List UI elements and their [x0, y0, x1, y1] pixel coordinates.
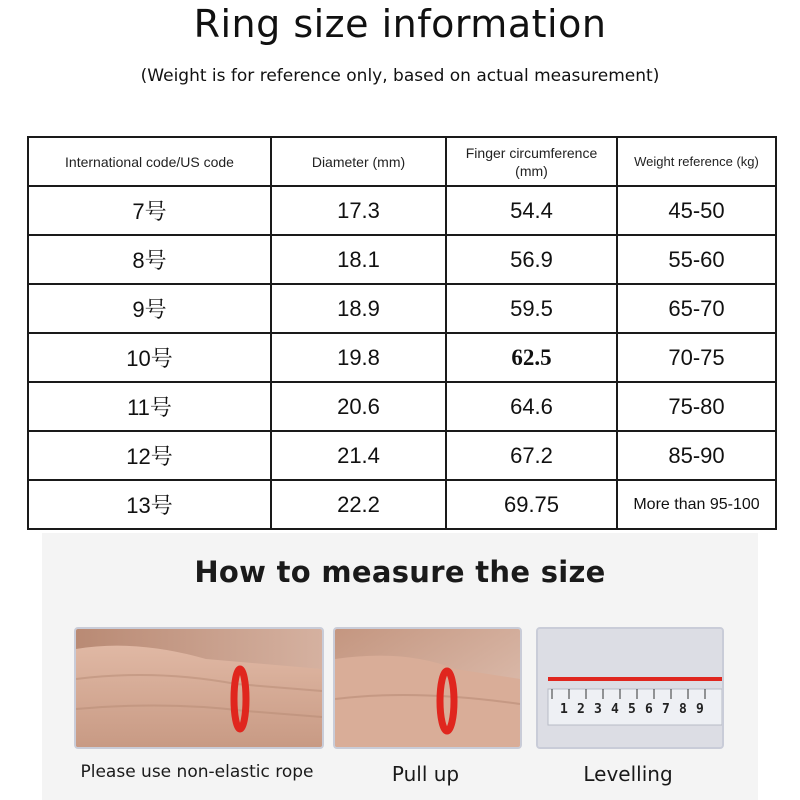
cell-weight: More than 95-100: [617, 480, 776, 529]
table-row: [28, 431, 776, 480]
svg-text:3: 3: [594, 702, 602, 717]
cell-diameter: 19.8: [271, 333, 446, 382]
cell-weight: 70-75: [617, 333, 776, 382]
cell-code: 8号: [28, 235, 271, 284]
table-row: [28, 186, 776, 235]
cell-diameter: 20.6: [271, 382, 446, 431]
step-caption-rope: Please use non-elastic rope: [80, 762, 314, 782]
page-title: Ring size information: [193, 2, 607, 46]
cell-weight: 75-80: [617, 382, 776, 431]
table-row: [28, 284, 776, 333]
table-row: [28, 333, 776, 382]
svg-text:6: 6: [645, 702, 653, 717]
rope-line: [548, 677, 722, 681]
svg-text:8: 8: [679, 702, 687, 717]
cell-circumference: 62.5: [446, 333, 617, 382]
step-caption-levelling: Levelling: [583, 762, 673, 786]
header-circumference: Finger circumference (mm): [446, 137, 617, 186]
cell-circumference: 54.4: [446, 186, 617, 235]
cell-weight: 55-60: [617, 235, 776, 284]
ruler-image: [536, 627, 724, 749]
cell-code: 10号: [28, 333, 271, 382]
cell-code: 12号: [28, 431, 271, 480]
cell-diameter: 21.4: [271, 431, 446, 480]
page-subtitle: (Weight is for reference only, based on actual measurement): [140, 66, 660, 86]
header-diameter: Diameter (mm): [271, 137, 446, 186]
table-row: [28, 235, 776, 284]
svg-text:7: 7: [662, 702, 670, 717]
cell-circumference: 56.9: [446, 235, 617, 284]
cell-weight: 45-50: [617, 186, 776, 235]
cell-diameter: 18.9: [271, 284, 446, 333]
svg-text:5: 5: [628, 702, 636, 717]
finger-with-red-rope-image: [333, 627, 522, 749]
measure-title: How to measure the size: [194, 555, 606, 589]
cell-diameter: 18.1: [271, 235, 446, 284]
cell-circumference: 64.6: [446, 382, 617, 431]
svg-text:1: 1: [560, 702, 568, 717]
table-row: [28, 382, 776, 431]
cell-circumference: 67.2: [446, 431, 617, 480]
cell-circumference: 69.75: [446, 480, 617, 529]
cell-code: 7号: [28, 186, 271, 235]
table-row: [28, 480, 776, 529]
svg-text:9: 9: [696, 702, 704, 717]
ring-size-table: [27, 136, 777, 530]
cell-code: 9号: [28, 284, 271, 333]
step-caption-pull-up: Pull up: [391, 762, 460, 786]
svg-text:4: 4: [611, 702, 619, 717]
table-header-row: [28, 137, 776, 186]
header-weight: Weight reference (kg): [617, 137, 776, 186]
cell-weight: 85-90: [617, 431, 776, 480]
cell-circumference: 59.5: [446, 284, 617, 333]
measure-panel: [42, 533, 758, 800]
header-code: International code/US code: [28, 137, 271, 186]
cell-diameter: 17.3: [271, 186, 446, 235]
cell-diameter: 22.2: [271, 480, 446, 529]
hand-with-red-rope-image: [74, 627, 324, 749]
cell-code: 13号: [28, 480, 271, 529]
svg-text:2: 2: [577, 702, 585, 717]
cell-code: 11号: [28, 382, 271, 431]
cell-weight: 65-70: [617, 284, 776, 333]
